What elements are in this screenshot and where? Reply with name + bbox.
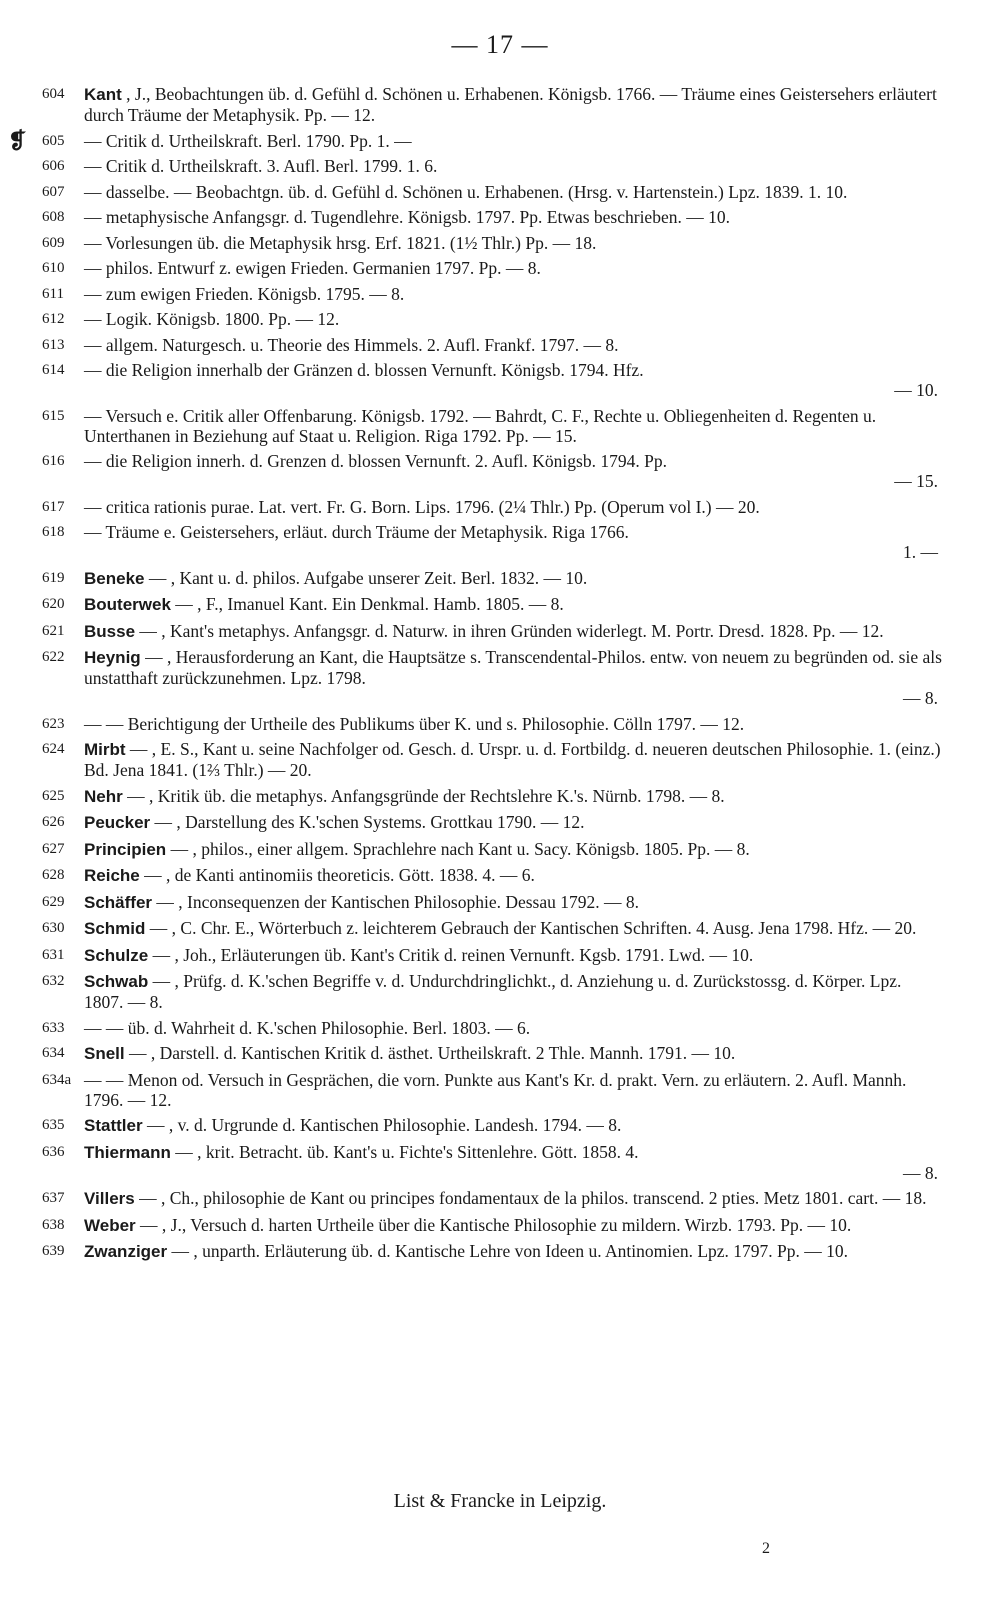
entry-text: — , Joh., Erläuterungen üb. Kant's Critik d. reinen Vernunft. Kgsb. 1791. Lwd. — 10. [152, 944, 754, 965]
entry-text: — Vorlesungen üb. die Metaphysik hrsg. Erf. 1821. (1½ Thlr.) Pp. — 18. [84, 232, 597, 253]
entry-author: Mirbt [84, 740, 126, 759]
entry-text: — allgem. Naturgesch. u. Theorie des Himmels. 2. Aufl. Frankf. 1797. — 8. [84, 334, 619, 355]
catalog-list [42, 84, 942, 1268]
entry-text: — , E. S., Kant u. seine Nachfolger od. Gesch. d. Urspr. u. d. Fortbildg. d. neueren deutschen Philosophie. 1. (einz.) Bd. Jena 1841. (1⅔ Thlr.) — 20. [84, 739, 941, 780]
entry-text: — philos. Entwurf z. ewigen Frieden. Germanien 1797. Pp. — 8. [84, 258, 541, 278]
catalog-entry [42, 1043, 942, 1064]
entry-author: Heynig [84, 648, 141, 667]
entry-price: — 10. [894, 380, 938, 400]
catalog-entry [42, 1241, 942, 1262]
entry-text: — — Berichtigung der Urtheile des Publikums über K. und s. Philosophie. Cölln 1797. — 12. [84, 713, 745, 734]
entry-price: — 15. [894, 471, 938, 491]
catalog-entry [42, 522, 942, 562]
entry-number: 611 [42, 285, 64, 302]
entry-number: 621 [42, 622, 65, 639]
entry-number: 629 [42, 893, 65, 910]
entry-text: — , Darstell. d. Kantischen Kritik d. ästhet. Urtheilskraft. 2 Thle. Mannh. 1791. — 10. [129, 1043, 736, 1063]
entry-text: — Logik. Königsb. 1800. Pp. — 12. [84, 309, 340, 329]
catalog-entry [42, 594, 942, 615]
entry-number: 606 [42, 158, 65, 174]
entry-text: — metaphysische Anfangsgr. d. Tugendlehre. Königsb. 1797. Pp. Etwas beschrieben. — 10. [84, 207, 730, 227]
catalog-entry [42, 1142, 942, 1183]
entry-author: Peucker [84, 813, 151, 832]
entry-text: — , Darstellung des K.'schen Systems. Grottkau 1790. — 12. [154, 812, 585, 832]
publisher-note: List & Francke in Leipzig. [393, 1490, 607, 1512]
catalog-entry [42, 1115, 942, 1136]
entry-author: Bouterwek [84, 595, 171, 614]
entry-author: Weber [84, 1215, 136, 1235]
catalog-entry [42, 284, 942, 304]
entry-text: — critica rationis purae. Lat. vert. Fr. G. Born. Lips. 1796. (2¼ Thlr.) Pp. (Operum vol I.) — 20. [84, 496, 760, 517]
entry-text: — die Religion innerhalb der Gränzen d. blossen Vernunft. Königsb. 1794. Hfz. [84, 360, 644, 380]
catalog-entry [42, 839, 942, 860]
catalog-entry [42, 892, 942, 913]
entry-number: 618 [42, 524, 65, 540]
entry-price: — 8. [903, 1162, 938, 1183]
entry-number: 639 [42, 1243, 65, 1259]
catalog-entry [42, 156, 942, 176]
entry-text: — , Kant u. d. philos. Aufgabe unserer Zeit. Berl. 1832. — 10. [148, 567, 588, 588]
entry-text: — , Kritik üb. die metaphys. Anfangsgründe der Rechtslehre K.'s. Nürnb. 1798. — 8. [127, 785, 725, 806]
entry-author: Nehr [84, 786, 123, 806]
entry-author: Kant [84, 85, 122, 104]
entry-number: 626 [42, 814, 65, 830]
catalog-entry [42, 865, 942, 886]
entry-text: — , krit. Betracht. üb. Kant's u. Fichte's Sittenlehre. Gött. 1858. 4. [175, 1141, 639, 1162]
entry-number: 607 [42, 183, 65, 200]
entry-author: Schulze [84, 945, 149, 965]
catalog-entry [42, 568, 942, 589]
catalog-entry [42, 1215, 942, 1236]
entry-number: 634a [42, 1071, 72, 1088]
entry-number: 630 [42, 920, 65, 936]
entry-text: — , v. d. Urgrunde d. Kantischen Philosophie. Landesh. 1794. — 8. [146, 1115, 622, 1135]
catalog-entry [42, 335, 942, 355]
catalog-entry [42, 786, 942, 807]
entry-text: — , Prüfg. d. K.'schen Begriffe v. d. Undurchdringlichkt., d. Anziehung u. d. Zurückstossg. d. Körper. Lpz. 1807. — 8. [84, 971, 902, 1012]
catalog-entry [42, 131, 942, 151]
entry-number: 632 [42, 973, 65, 989]
entry-text: — Träume e. Geistersehers, erläut. durch Träume der Metaphysik. Riga 1766. [84, 522, 629, 542]
catalog-entry [42, 1188, 942, 1209]
entry-number: 605 [42, 132, 65, 149]
entry-author: Villers [84, 1189, 135, 1208]
entry-text: — Critik d. Urtheilskraft. Berl. 1790. Pp. 1. — [84, 130, 412, 151]
entry-author: Principien [84, 839, 167, 859]
entry-text: — zum ewigen Frieden. Königsb. 1795. — 8. [84, 283, 405, 304]
catalog-entry [42, 84, 942, 125]
entry-text: — , J., Versuch d. harten Urtheile über die Kantische Philosophie zu mildern. Wirzb. 1793. Pp. — 10. [140, 1214, 852, 1235]
entry-number: 635 [42, 1117, 65, 1133]
entry-number: 612 [42, 311, 65, 327]
entry-text: — Critik d. Urtheilskraft. 3. Aufl. Berl. 1799. 1. 6. [84, 156, 438, 176]
catalog-entry [42, 360, 942, 400]
page-number: — 17 — [451, 30, 549, 59]
entry-price: 1. — [903, 542, 938, 562]
entry-number: 634 [42, 1045, 65, 1061]
entry-number: 633 [42, 1019, 65, 1036]
catalog-entry [42, 406, 942, 446]
catalog-entry [42, 739, 942, 780]
catalog-entry [42, 233, 942, 253]
catalog-entry [42, 451, 942, 491]
catalog-entry [42, 971, 942, 1012]
entry-text: — , Herausforderung an Kant, die Hauptsätze s. Transcendental-Philos. entw. von neuem zu begründen od. sie als unstatthaft zurückzunehmen. Lpz. 1798. [84, 647, 942, 688]
entry-text: — Versuch e. Critik aller Offenbarung. Königsb. 1792. — Bahrdt, C. F., Rechte u. Obliegenheiten d. Regenten u. Unterthanen in Beziehung auf Staat u. Religion. Riga 1792. Pp. — 15. [84, 405, 877, 446]
entry-author: Stattler [84, 1116, 143, 1135]
entry-number: 610 [42, 260, 65, 276]
catalog-entry [42, 918, 942, 939]
entry-number: 628 [42, 867, 65, 883]
entry-number: 624 [42, 741, 65, 757]
entry-number: 613 [42, 336, 65, 353]
entry-author: Snell [84, 1044, 125, 1063]
entry-text: — dasselbe. — Beobachtgn. üb. d. Gefühl d. Schönen u. Erhabenen. (Hrsg. v. Hartenstein.) Lpz. 1839. 1. 10. [84, 181, 848, 202]
catalog-entry [42, 1018, 942, 1038]
entry-text: — , philos., einer allgem. Sprachlehre nach Kant u. Sacy. Königsb. 1805. Pp. — 8. [170, 838, 750, 859]
entry-text: — — Menon od. Versuch in Gesprächen, die vorn. Punkte aus Kant's Kr. d. prakt. Vern. zu erläutern. 2. Aufl. Mannh. 1796. — 12. [84, 1069, 907, 1110]
catalog-entry [42, 182, 942, 202]
entry-author: Reiche [84, 866, 140, 885]
catalog-entry [42, 621, 942, 642]
entry-text: — , F., Imanuel Kant. Ein Denkmal. Hamb. 1805. — 8. [175, 594, 564, 614]
entry-number: 616 [42, 453, 65, 469]
catalog-entry [42, 714, 942, 734]
catalog-entry [42, 258, 942, 278]
entry-number: 608 [42, 209, 65, 225]
entry-number: 627 [42, 840, 65, 857]
entry-text: — , Ch., philosophie de Kant ou principes fondamentaux de la philos. transcend. 2 pties. Metz 1801. cart. — 18. [139, 1188, 927, 1208]
entry-author: Thiermann [84, 1142, 171, 1162]
entry-number: 638 [42, 1216, 65, 1233]
entry-number: 617 [42, 498, 65, 515]
entry-number: 619 [42, 569, 65, 586]
catalog-entry [42, 812, 942, 833]
entry-author: Busse [84, 621, 136, 641]
entry-text: — , unparth. Erläuterung üb. d. Kantische Lehre von Ideen u. Antinomien. Lpz. 1797. Pp. — 10. [171, 1241, 849, 1261]
entry-author: Schäffer [84, 892, 153, 912]
catalog-entry [42, 1070, 942, 1110]
entry-text: — , Kant's metaphys. Anfangsgr. d. Naturw. in ihren Gründen widerlegt. M. Portr. Dresd. 1828. Pp. — 12. [139, 620, 884, 641]
entry-text: — die Religion innerh. d. Grenzen d. blossen Vernunft. 2. Aufl. Königsb. 1794. Pp. [84, 451, 667, 471]
entry-author: Beneke [84, 568, 145, 588]
catalog-entry [42, 309, 942, 329]
entry-text: — , C. Chr. E., Wörterbuch z. leichterem Gebrauch der Kantischen Schriften. 4. Ausg. Jena 1798. Hfz. — 20. [149, 918, 917, 938]
entry-number: 609 [42, 234, 65, 251]
entry-number: 604 [42, 86, 65, 102]
catalog-entry [42, 945, 942, 966]
catalog-entry [42, 207, 942, 227]
entry-number: 636 [42, 1143, 65, 1160]
entry-author: Schwab [84, 972, 149, 991]
entry-text: — — üb. d. Wahrheit d. K.'schen Philosophie. Berl. 1803. — 6. [84, 1017, 531, 1038]
catalog-entry [42, 497, 942, 517]
entry-author: Zwanziger [84, 1242, 168, 1261]
entry-number: 622 [42, 649, 65, 665]
entry-number: 614 [42, 362, 65, 378]
entry-number: 625 [42, 787, 65, 804]
margin-mark: ❡ [8, 128, 27, 153]
entry-number: 637 [42, 1190, 65, 1206]
signature-mark: 2 [762, 1540, 770, 1557]
entry-number: 623 [42, 715, 65, 732]
entry-number: 615 [42, 407, 65, 424]
entry-text: — , de Kanti antinomiis theoreticis. Gött. 1838. 4. — 6. [144, 865, 535, 885]
entry-text: , J., Beobachtungen üb. d. Gefühl d. Schönen u. Erhabenen. Königsb. 1766. — Träume eines Geistersehers erläutert durch Träume der Metaphysik. Pp. — 12. [84, 84, 937, 125]
entry-author: Schmid [84, 919, 146, 938]
entry-text: — , Inconsequenzen der Kantischen Philosophie. Dessau 1792. — 8. [156, 891, 640, 912]
entry-number: 631 [42, 946, 65, 963]
catalog-entry [42, 647, 942, 708]
entry-number: 620 [42, 596, 65, 612]
entry-price: — 8. [903, 688, 938, 708]
